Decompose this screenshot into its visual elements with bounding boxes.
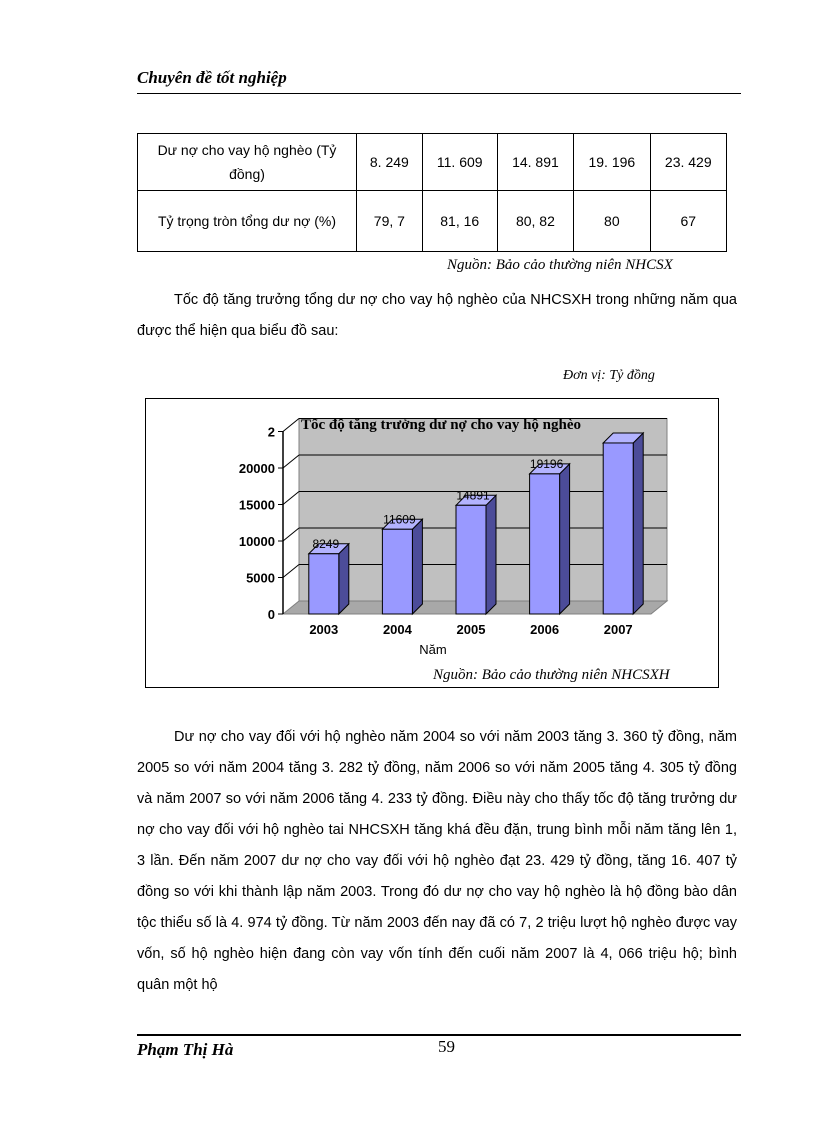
chart-bar-side [560, 464, 570, 614]
chart-y-tick-label: 2 [267, 424, 275, 440]
document-header-title: Chuyên đề tốt nghiệp [137, 68, 287, 87]
chart-y-tick-label: 10000 [238, 534, 275, 549]
chart-gridline [283, 565, 299, 578]
chart-data-label: 14891 [456, 488, 490, 503]
table-row [138, 191, 727, 252]
unit-label: Đơn vị: Tỷ đồng [563, 368, 655, 383]
chart-x-tick-label: 2007 [603, 622, 633, 637]
chart-bar [530, 474, 560, 614]
chart-bar [382, 529, 412, 614]
chart-x-tick-label: 2006 [530, 622, 560, 637]
chart-gridline [283, 528, 299, 541]
table-cell: 19. 196 [574, 134, 650, 191]
table-row-label: Dư nợ cho vay hộ nghèo (Tỷ đồng) [138, 134, 357, 191]
chart-y-tick-label: 15000 [238, 497, 275, 513]
table-cell: 80 [574, 191, 650, 252]
table-cell: 8. 249 [357, 134, 423, 191]
chart-title: Tốc độ tăng trưởng dư nợ cho vay hộ nghèo [300, 417, 582, 433]
chart-x-tick-label: 2005 [456, 622, 486, 637]
chart-bar [309, 554, 339, 614]
chart-bar-side [339, 544, 349, 614]
intro-paragraph-text: Tốc độ tăng trưởng tổng dư nợ cho vay hộ nghèo của NHCSXH trong những năm qua được thể hiện qua biểu đồ sau: [137, 292, 737, 339]
table-row [138, 134, 727, 191]
bar-chart [146, 399, 720, 689]
chart-bar-side [486, 495, 496, 614]
footer-author: Phạm Thị Hà [137, 1040, 234, 1059]
footer-divider [137, 1034, 741, 1036]
chart-y-tick-label: 20000 [238, 461, 275, 476]
chart-data-label: 8249 [312, 536, 340, 551]
chart-data-label: 19196 [529, 456, 564, 471]
chart-data-label: 11609 [383, 512, 416, 527]
chart-gridline [283, 492, 299, 505]
loan-table [137, 133, 727, 252]
chart-source-note: Nguồn: Bảo cảo thường niên NHCSXH [433, 667, 670, 683]
table-cell: 11. 609 [422, 134, 497, 191]
page-number: 59 [438, 1037, 455, 1056]
chart-y-tick-label: 0 [267, 607, 275, 622]
chart-x-axis-label: Năm [419, 642, 447, 657]
chart-bar [456, 505, 486, 614]
body-paragraph-text: Dư nợ cho vay đối với hộ nghèo năm 2004 so với năm 2003 tăng 3. 360 tỷ đồng, năm 2005 so với năm 2004 tăng 3. 282 tỷ đồng, năm 2006 so với năm 2005 tăng 4. 305 tỷ đồng và năm 2007 so với năm 2006 tăng 4. 233 tỷ đồng. Điều này cho thấy tốc độ tăng trưởng dư nợ cho vay đối với hộ nghèo tai NHCSXH tăng khá đều đặn, trung bình mỗi năm tăng lên 1, 3 lần. Đến năm 2007 dư nợ cho vay đối với hộ nghèo đạt 23. 429 tỷ đồng, tăng 16. 407 tỷ đồng so với khi thành lập năm 2003. Trong đó dư nợ cho vay hộ nghèo là hộ đồng bào dân tộc thiểu số là 4. 974 tỷ đồng. Từ năm 2003 đến nay đã có 7, 2 triệu lượt hộ nghèo được vay vốn, số hộ nghèo hiện đang còn vay vốn tính đến cuối năm 2007 là 4, 066 triệu hộ; bình quân một hộ [137, 729, 737, 993]
header-divider [137, 93, 741, 94]
chart-bar-side [412, 519, 422, 614]
chart-x-tick-label: 2004 [382, 622, 412, 637]
table-cell: 14. 891 [497, 134, 573, 191]
table-row-label: Tỷ trọng tròn tổng dư nợ (%) [138, 191, 357, 252]
table-cell: 81, 16 [422, 191, 497, 252]
chart-bar-side [633, 433, 643, 614]
intro-paragraph [137, 285, 737, 347]
chart-gridline [283, 455, 299, 468]
table-source-note: Nguồn: Bảo cảo thường niên NHCSX [447, 257, 673, 273]
table-cell: 23. 429 [650, 134, 726, 191]
chart-bar [603, 443, 633, 614]
chart-frame [145, 398, 719, 688]
table-cell: 80, 82 [497, 191, 573, 252]
table-cell: 79, 7 [357, 191, 423, 252]
chart-y-tick-label: 5000 [246, 570, 275, 586]
body-paragraph [137, 722, 737, 1001]
chart-x-tick-label: 2003 [309, 622, 339, 637]
table-cell: 67 [650, 191, 726, 252]
chart-gridline [283, 419, 299, 432]
